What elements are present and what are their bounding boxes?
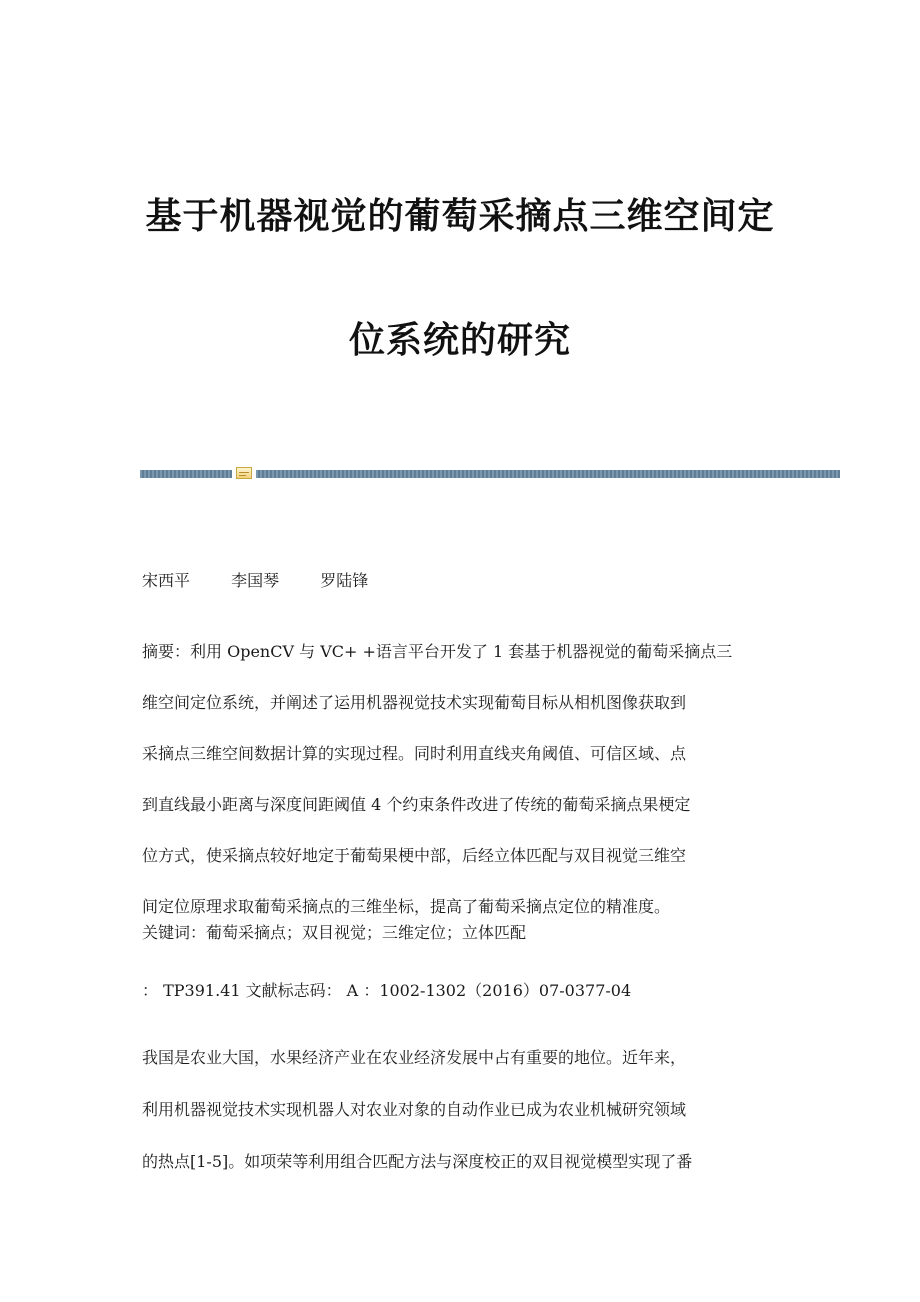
body-line: 的热点[1-5]。如项荣等利用组合匹配方法与深度校正的双目视觉模型实现了番 (142, 1152, 693, 1171)
envelope-icon (236, 467, 252, 479)
abstract-line: 维空间定位系统，并阐述了运用机器视觉技术实现葡萄目标从相机图像获取到 (142, 693, 687, 712)
abstract (142, 626, 782, 932)
body-paragraph (142, 1032, 782, 1188)
body-line: 利用机器视觉技术实现机器人对农业对象的自动作业已成为农业机械研究领域 (142, 1100, 687, 1119)
author-list (142, 568, 782, 591)
abstract-line: 间定位原理求取葡萄采摘点的三维坐标，提高了葡萄采摘点定位的精准度。 (142, 897, 671, 916)
abstract-line: 摘要：利用 OpenCV 与 VC+ +语言平台开发了 1 套基于机器视觉的葡萄采摘点三 (142, 642, 733, 661)
author-name: 罗陆锋 (320, 571, 369, 590)
body-line: 我国是农业大国，水果经济产业在农业经济发展中占有重要的地位。近年来， (142, 1048, 687, 1067)
title-divider-left (140, 470, 232, 478)
author-name: 李国琴 (231, 571, 280, 590)
abstract-line: 到直线最小距离与深度间距阈值 4 个约束条件改进了传统的葡萄采摘点果梗定 (142, 795, 691, 814)
paper-title-line-1: 基于机器视觉的葡萄采摘点三维空间定 (145, 196, 775, 237)
classification-line: ： TP391.41 文献标志码： A ：1002-1302（2016）07-0377-04 (142, 981, 632, 1000)
paper-title-line-2: 位系统的研究 (348, 320, 571, 361)
keywords: 关键词：葡萄采摘点；双目视觉；三维定位；立体匹配 (142, 923, 527, 942)
title-divider-right (256, 470, 840, 478)
abstract-line: 采摘点三维空间数据计算的实现过程。同时利用直线夹角阈值、可信区域、点 (142, 744, 687, 763)
abstract-line: 位方式，使采摘点较好地定于葡萄果梗中部，后经立体匹配与双目视觉三维空 (142, 846, 687, 865)
author-name: 宋西平 (142, 571, 191, 590)
